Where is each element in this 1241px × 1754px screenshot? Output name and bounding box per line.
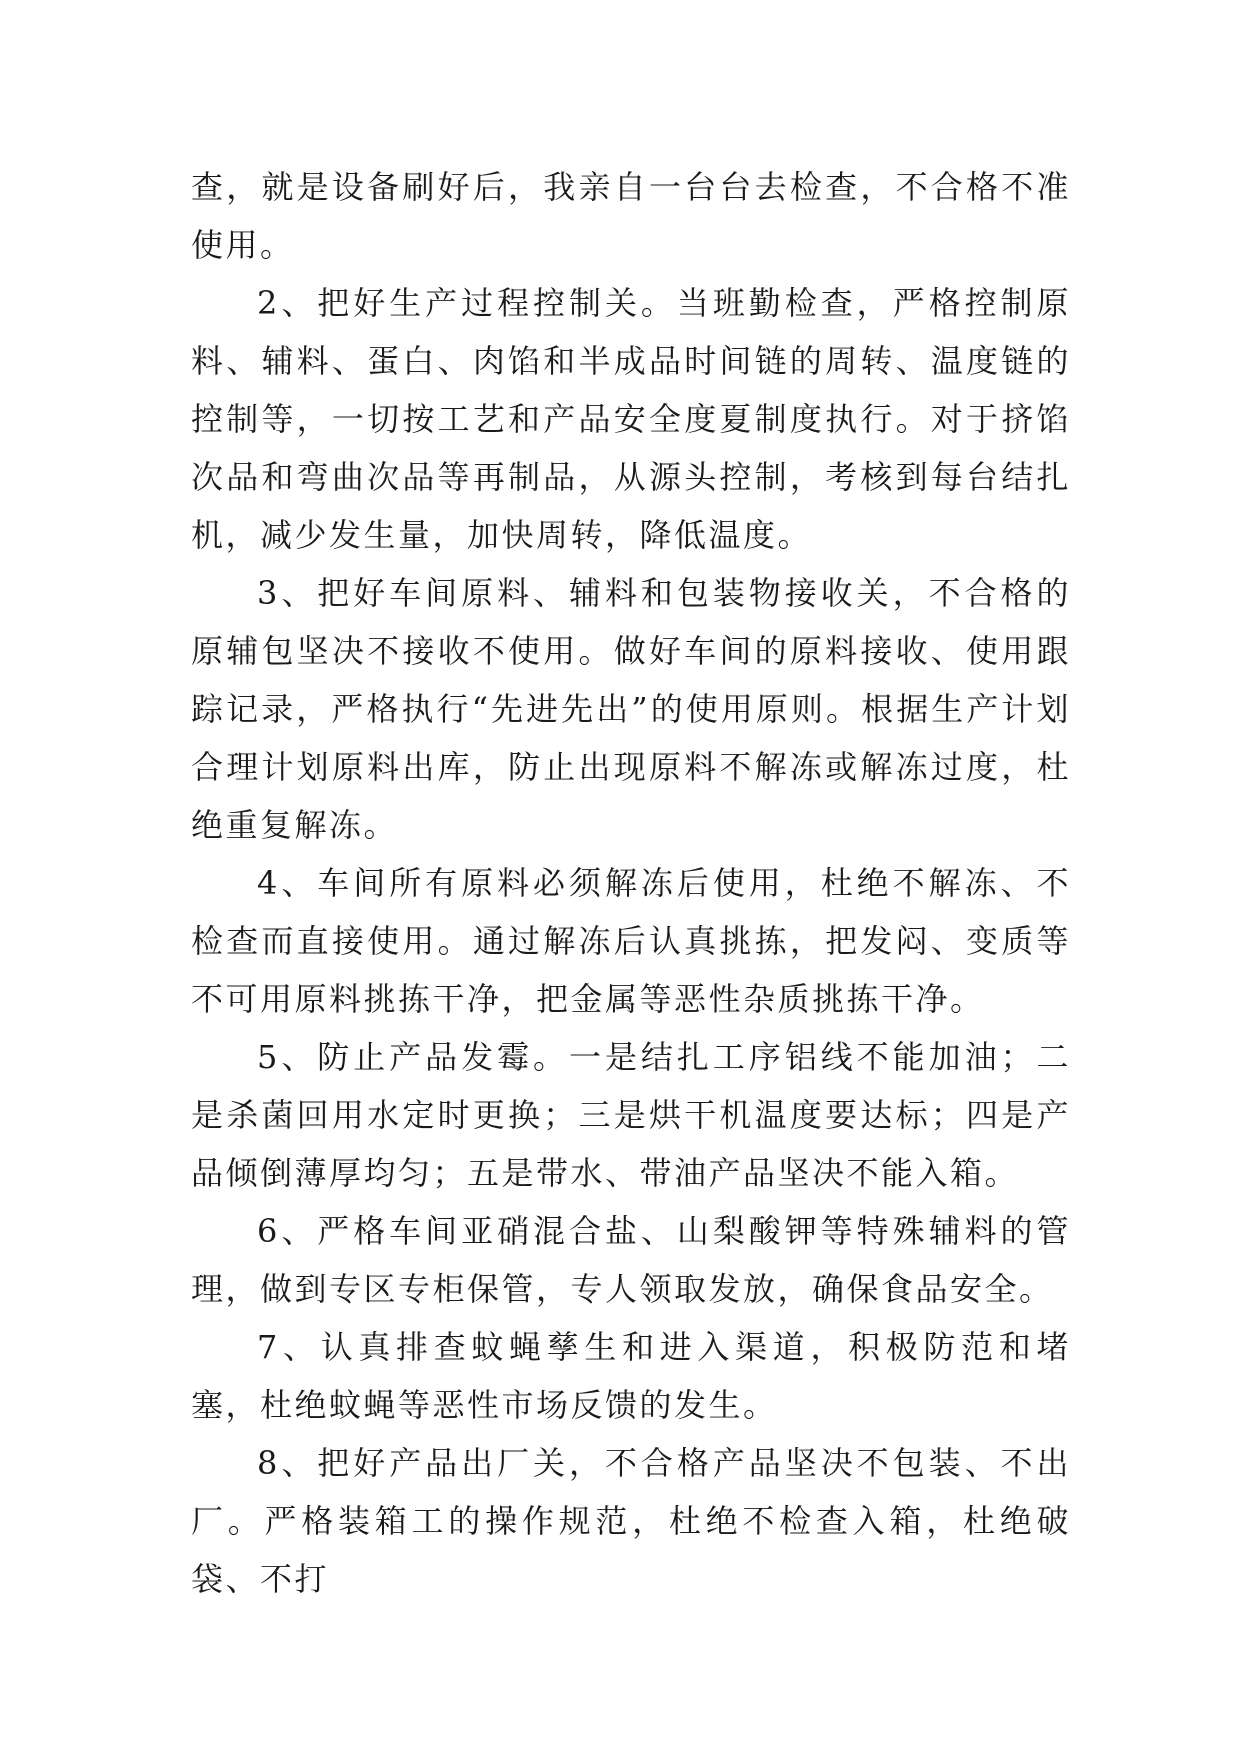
paragraph-item-5: 5、防止产品发霉。一是结扎工序铝线不能加油；二是杀菌回用水定时更换；三是烘干机温度要达标；四是产品倾倒薄厚均匀；五是带水、带油产品坚决不能入箱。 [191, 1038, 1071, 1192]
paragraph-item-2: 2、把好生产过程控制关。当班勤检查，严格控制原料、辅料、蛋白、肉馅和半成品时间链的周转、温度链的控制等，一切按工艺和产品安全度夏制度执行。对于挤馅次品和弯曲次品等再制品，从源头控制，考核到每台结扎机，减少发生量，加快周转，降低温度。 [191, 284, 1071, 554]
paragraph-item-4: 4、车间所有原料必须解冻后使用，杜绝不解冻、不检查而直接使用。通过解冻后认真挑拣，把发闷、变质等不可用原料挑拣干净，把金属等恶性杂质挑拣干净。 [191, 864, 1071, 1018]
paragraph-item-6: 6、严格车间亚硝混合盐、山梨酸钾等特殊辅料的管理，做到专区专柜保管，专人领取发放，确保食品安全。 [191, 1212, 1071, 1308]
paragraph-item-8: 8、把好产品出厂关，不合格产品坚决不包装、不出厂。严格装箱工的操作规范，杜绝不检查入箱，杜绝破袋、不打 [191, 1444, 1071, 1598]
paragraph-item-7: 7、认真排查蚊蝇孳生和进入渠道，积极防范和堵塞，杜绝蚊蝇等恶性市场反馈的发生。 [191, 1328, 1071, 1424]
paragraph-item-3: 3、把好车间原料、辅料和包装物接收关，不合格的原辅包坚决不接收不使用。做好车间的原料接收、使用跟踪记录，严格执行“先进先出”的使用原则。根据生产计划合理计划原料出库，防止出现原料不解冻或解冻过度，杜绝重复解冻。 [191, 574, 1071, 844]
paragraph-continuation: 查，就是设备刷好后，我亲自一台台去检查，不合格不准使用。 [191, 168, 1071, 264]
document-body [191, 158, 1071, 1608]
